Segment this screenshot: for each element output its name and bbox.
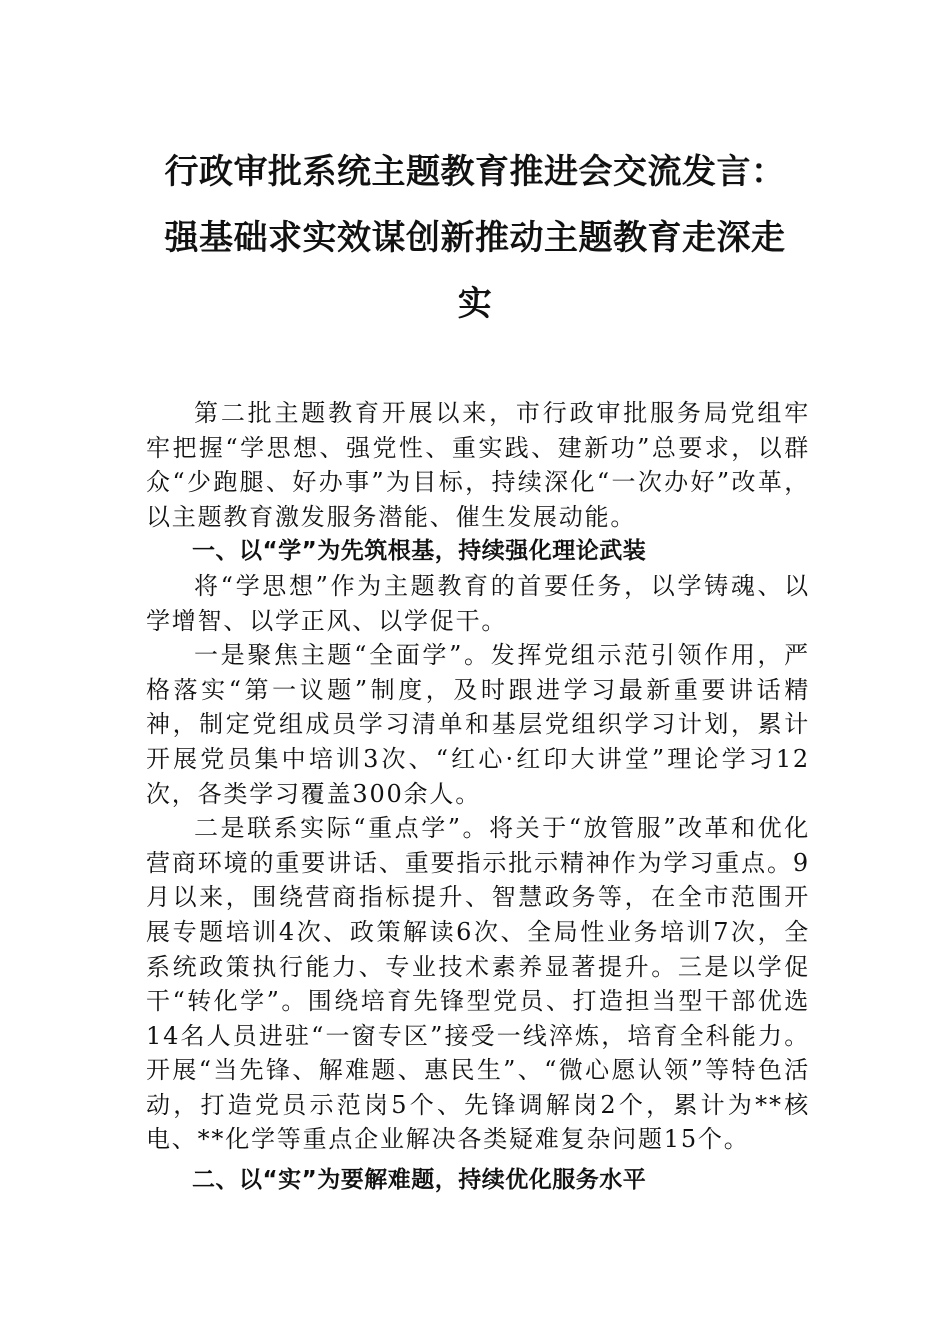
body-paragraph: 将“学思想”作为主题教育的首要任务，以学铸魂、以学增智、以学正风、以学促干。 [146, 571, 810, 635]
intro-paragraph: 第二批主题教育开展以来，市行政审批服务局党组牢牢把握“学思想、强党性、重实践、建新功”总要求，以群众“少跑腿、好办事”为目标，持续深化“一次办好”改革，以主题教育激发服务潜能、催生发展动能。 [146, 399, 810, 531]
title-line-1: 行政审批系统主题教育推进会交流发言： [164, 152, 786, 192]
title-line-3: 实 [457, 284, 493, 324]
body-paragraph: 二是联系实际“重点学”。将关于“放管服”改革和优化营商环境的重要讲话、重要指示批示精神作为学习重点。9月以来，围绕营商指标提升、智慧政务等，在全市范围开展专题培训4次、政策解读6次、全局性业务培训7次，全系统政策执行能力、专业技术素养显著提升。三是以学促干“转化学”。围绕培育先锋型党员、打造担当型干部优选14名人员进驻“一窗专区”接受一线淬炼，培育全科能力。开展“当先锋、解难题、惠民生”、“微心愿认领”等特色活动，打造党员示范岗5个、先锋调解岗2个，累计为**核电、**化学等重点企业解决各类疑难复杂问题15个。 [146, 814, 810, 1154]
title-line-2: 强基础求实效谋创新推动主题教育走深走 [164, 218, 786, 258]
section-heading-1: 一、以“学”为先筑根基，持续强化理论武装 [192, 538, 647, 565]
document-body [146, 396, 810, 1198]
document-title [140, 152, 810, 324]
body-paragraph: 一是聚焦主题“全面学”。发挥党组示范引领作用，严格落实“第一议题”制度，及时跟进学习最新重要讲话精神，制定党组成员学习清单和基层党组织学习计划，累计开展党员集中培训3次、“红心·红印大讲堂”理论学习12次，各类学习覆盖300余人。 [146, 641, 810, 808]
section-heading-2: 二、以“实”为要解难题，持续优化服务水平 [192, 1167, 647, 1194]
